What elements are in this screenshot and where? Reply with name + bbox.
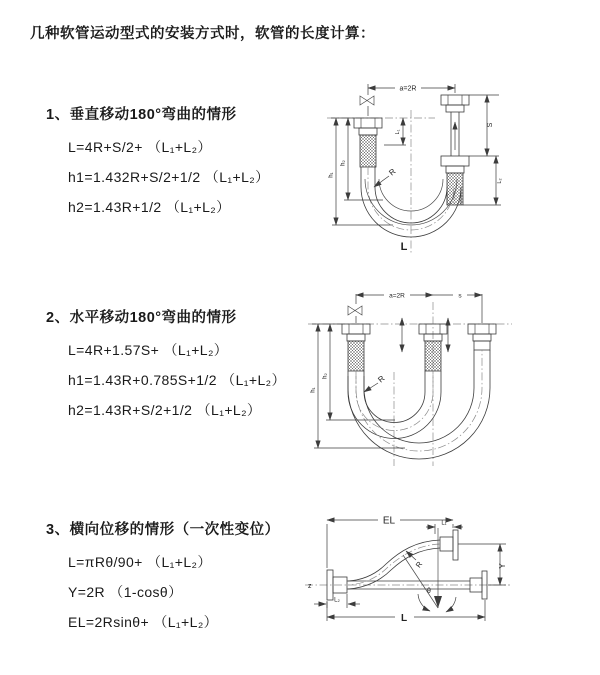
left-fitting xyxy=(342,324,370,371)
hose-u-displaced xyxy=(348,350,490,459)
section-lateral-displacement xyxy=(46,518,280,643)
dim-s-label: S xyxy=(487,122,494,128)
length-label: L xyxy=(400,613,408,624)
dim-l2-label: L₂ xyxy=(497,178,503,184)
section-vertical-180 xyxy=(46,103,270,228)
angle-label: θ xyxy=(427,588,431,595)
formula-h1-1: h1=1.432R+S/2+1/2 （L₁+L₂） xyxy=(68,169,270,185)
dim-a2r-label: a=2R xyxy=(389,292,405,300)
radius-label: R xyxy=(387,166,398,178)
dim-h1-label: h₁ xyxy=(328,172,335,178)
diagram-horizontal-180-bend xyxy=(300,280,590,470)
formula-Y-3: Y=2R （1-cosθ） xyxy=(68,584,183,600)
formula-L-1: L=4R+S/2+ （L₁+L₂） xyxy=(68,139,212,155)
valve-icon xyxy=(360,96,374,105)
valve-icon xyxy=(348,306,362,315)
dim-l1 xyxy=(426,521,463,535)
diagram-vertical-180-bend xyxy=(303,70,565,258)
section-1-heading: 1、垂直移动180°弯曲的情形 xyxy=(46,107,237,123)
hose-s-curve xyxy=(348,540,440,589)
section-horizontal-180 xyxy=(46,306,286,431)
dim-h2-label: h₂ xyxy=(340,160,347,166)
dim-l1-label: L₁ xyxy=(441,520,447,527)
axis-mark-label: z xyxy=(308,583,312,590)
formula-L-3: L=πRθ/90+ （L₁+L₂） xyxy=(68,554,212,570)
dim-l2 xyxy=(314,594,360,608)
dim-a-2r xyxy=(368,84,455,116)
section-2-heading: 2、水平移动180°弯曲的情形 xyxy=(46,310,237,326)
dim-y-label: Y xyxy=(498,563,507,569)
formula-h1-2: h1=1.43R+0.785S+1/2 （L₁+L₂） xyxy=(68,372,286,388)
upper-flange xyxy=(440,530,458,560)
dim-y xyxy=(458,544,507,585)
dim-h2-label: h₂ xyxy=(322,373,329,379)
page-title: 几种软管运动型式的安装方式时，软管的长度计算： xyxy=(30,26,375,42)
dim-l2-label: L₂ xyxy=(334,597,340,604)
right-fitting xyxy=(441,95,469,205)
section-3-heading: 3、横向位移的情形（一次性变位） xyxy=(46,522,280,538)
dim-h1-label: h₁ xyxy=(310,387,317,393)
dim-l1-label: L₁ xyxy=(395,129,401,135)
formula-h2-2: h2=1.43R+S/2+1/2 （L₁+L₂） xyxy=(68,402,262,418)
centerlines xyxy=(308,302,512,466)
dim-el-label: EL xyxy=(382,515,396,527)
dim-a-2r-s xyxy=(356,293,482,324)
radius-callout xyxy=(364,374,387,392)
formula-L-2: L=4R+1.57S+ （L₁+L₂） xyxy=(68,342,229,358)
dim-l1 xyxy=(384,118,406,145)
dim-a2r-label: a=2R xyxy=(399,85,417,93)
right-fitting xyxy=(468,324,496,350)
dim-s-l2 xyxy=(463,95,503,205)
length-label: L xyxy=(400,241,408,253)
radius-callout xyxy=(374,167,398,187)
formula-EL-3: EL=2Rsinθ+ （L₁+L₂） xyxy=(68,614,219,630)
left-fitting xyxy=(354,118,382,167)
dim-s-label: s xyxy=(458,292,462,300)
hose-u-initial xyxy=(348,371,441,439)
formula-h2-1: h2=1.43R+1/2 （L₁+L₂） xyxy=(68,199,231,215)
diagram-lateral-displacement xyxy=(300,500,595,660)
dim-l xyxy=(327,597,485,624)
angle-construction xyxy=(403,528,456,612)
radius-label: R xyxy=(376,373,387,385)
radius-label: R xyxy=(413,559,425,570)
